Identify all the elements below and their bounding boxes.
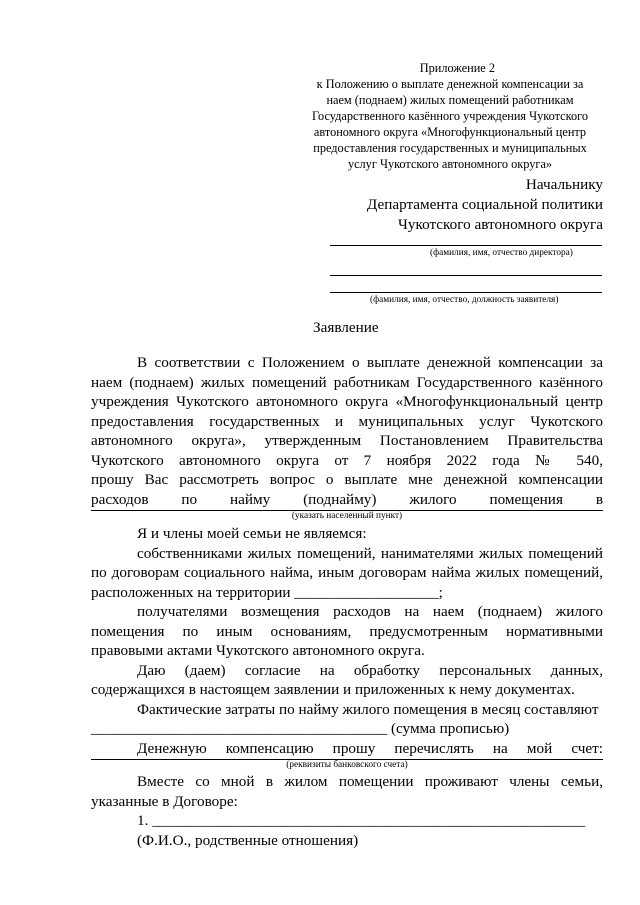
owners-line: собственниками жилых помещений, нанимателями жилых помещений bbox=[137, 544, 603, 562]
addressee-line: Чукотского автономного округа bbox=[398, 216, 603, 233]
appendix-line: услуг Чукотского автономного округа» bbox=[347, 157, 553, 171]
hint-applicant: (фамилия, имя, отчество, должность заявителя) bbox=[370, 295, 559, 305]
family-members-line: Вместе со мной в жилом помещении проживают члены семьи, bbox=[137, 773, 603, 790]
hint-settlement: (указать населенный пункт) bbox=[291, 511, 403, 521]
director-name-line[interactable] bbox=[330, 245, 602, 246]
paragraph-line: Чукотского автономного округа от 7 ноября 2022 года № 540, bbox=[91, 451, 603, 469]
recipients-line: получателями возмещения расходов на наем (поднаем) жилого bbox=[137, 603, 603, 620]
appendix-line: автономного округа «Многофункциональный центр bbox=[313, 125, 587, 139]
paragraph-line: предоставления государственных и муниципальных услуг Чукотского bbox=[91, 412, 603, 430]
appendix-block bbox=[300, 60, 600, 172]
consent-line: содержащихся в настоящем заявлении и приложенных к нему документах. bbox=[91, 681, 575, 698]
owners-line: расположенных на территории ___________________; bbox=[91, 583, 443, 601]
paragraph-line: автономного округа», утвержденным Постановлением Правительства bbox=[91, 432, 603, 449]
family-members-line: указанные в Договоре: bbox=[91, 792, 238, 810]
paragraph-line: расходов по найму (поднайму) жилого помещения в bbox=[91, 490, 603, 508]
addressee-line: Начальнику bbox=[525, 176, 603, 193]
paragraph-line: прошу Вас рассмотреть вопрос о выплате мне денежной компенсации bbox=[91, 471, 603, 488]
family-not-owners: Я и члены моей семьи не являемся: bbox=[137, 525, 367, 542]
addressee-line: Департамента социальной политики bbox=[366, 196, 603, 213]
transfer-line: Денежную компенсацию прошу перечислять на мой счет: bbox=[137, 739, 603, 757]
hint-director: (фамилия, имя, отчество директора) bbox=[430, 248, 573, 258]
appendix-line: Государственного казённого учреждения Чукотского bbox=[311, 109, 589, 123]
paragraph-line: В соответствии с Положением о выплате денежной компенсации за bbox=[137, 354, 603, 371]
hint-bank: (реквизиты банковского счета) bbox=[286, 760, 408, 770]
hint-relation: (Ф.И.О., родственные отношения) bbox=[137, 831, 359, 849]
appendix-line: предоставления государственных и муниципальных bbox=[313, 141, 587, 155]
appendix-line: наем (поднаем) жилых помещений работникам bbox=[326, 93, 574, 107]
addressee-block bbox=[300, 175, 603, 235]
recipients-line: помещения по иным основаниям, предусмотренным нормативными bbox=[91, 622, 603, 640]
costs-line: Фактические затраты по найму жилого помещения в месяц составляют bbox=[137, 700, 599, 718]
applicant-line-2[interactable] bbox=[330, 292, 602, 293]
document-title: Заявление bbox=[313, 319, 379, 336]
appendix-line: Приложение 2 bbox=[419, 61, 495, 75]
applicant-line-1[interactable] bbox=[330, 275, 602, 276]
family-member-item-1[interactable]: 1. _________________________________________________________ bbox=[137, 812, 586, 829]
appendix-line: к Положению о выплате денежной компенсации за bbox=[316, 77, 584, 91]
paragraph-line: учреждения Чукотского автономного округа «Многофункциональный центр bbox=[91, 393, 603, 410]
owners-line: по договорам социального найма, иным договорам найма жилых помещений, bbox=[91, 564, 603, 581]
paragraph-line: наем (поднаем) жилых помещений работникам Государственного казённого bbox=[91, 373, 603, 391]
recipients-line: правовыми актами Чукотского автономного округа. bbox=[91, 642, 425, 659]
consent-line: Даю (даем) согласие на обработку персональных данных, bbox=[137, 661, 603, 679]
costs-amount-line[interactable]: _______________________________________ (сумма прописью) bbox=[91, 720, 510, 737]
